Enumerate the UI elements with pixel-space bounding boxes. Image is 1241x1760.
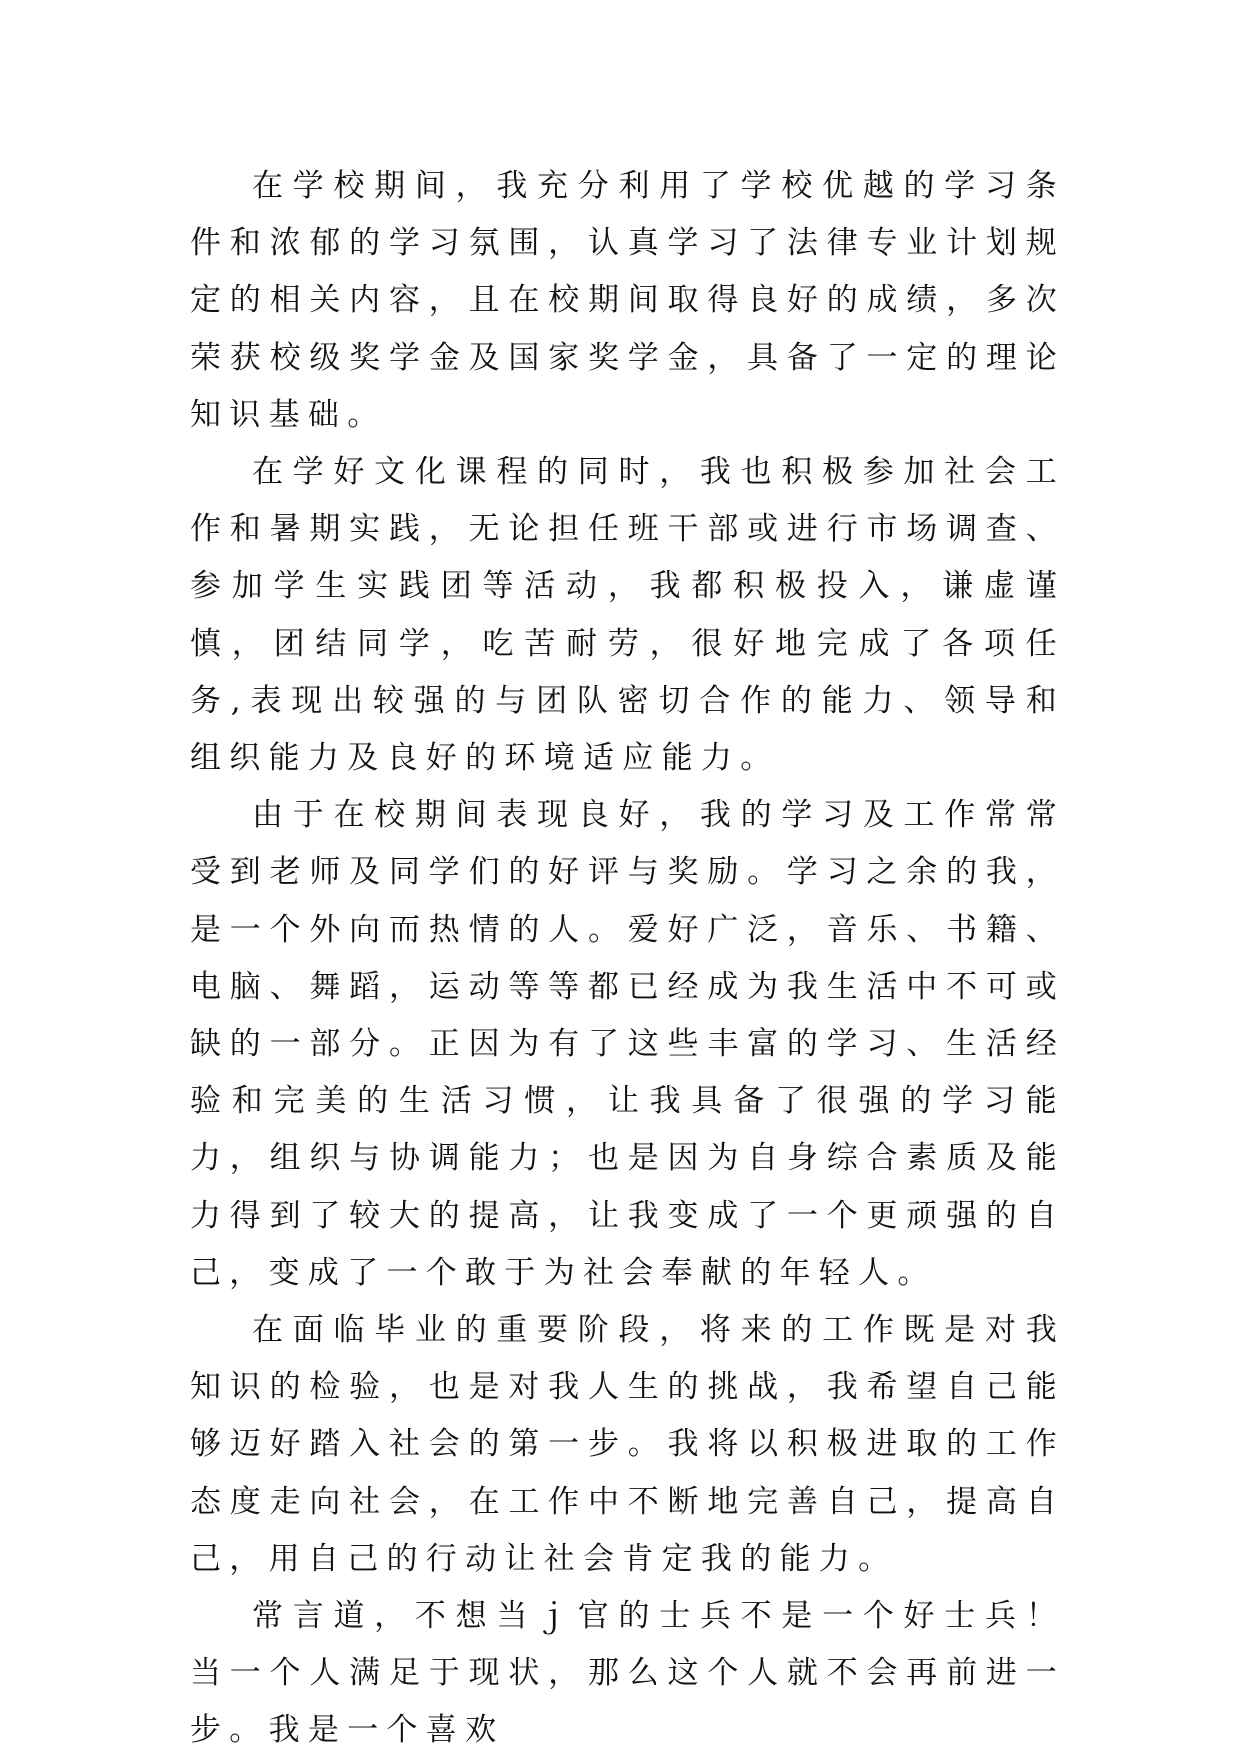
paragraph-study: 在学校期间，我充分利用了学校优越的学习条件和浓郁的学习氛围，认真学习了法律专业计划规定的相关内容，且在校期间取得良好的成绩，多次荣获校级奖学金及国家奖学金，具备了一定的理论知识基础。 — [190, 168, 1065, 433]
paragraph-hobbies: 由于在校期间表现良好，我的学习及工作常常受到老师及同学们的好评与奖励。学习之余的我，是一个外向而热情的人。爱好广泛，音乐、书籍、电脑、舞蹈，运动等等都已经成为我生活中不可或缺的一部分。正因为有了这些丰富的学习、生活经验和完美的生活习惯，让我具备了很强的学习能力，组织与协调能力；也是因为自身综合素质及能力得到了较大的提高，让我变成了一个更顽强的自己，变成了一个敢于为社会奉献的年轻人。 — [190, 797, 1065, 1291]
paragraph-activities: 在学好文化课程的同时，我也积极参加社会工作和暑期实践，无论担任班干部或进行市场调查、参加学生实践团等活动，我都积极投入，谦虚谨慎，团结同学，吃苦耐劳，很好地完成了各项任务,表现出较强的与团队密切合作的能力、领导和组织能力及良好的环境适应能力。 — [190, 454, 1065, 777]
paragraph-saying: 常言道，不想当ｊ官的士兵不是一个好士兵！当一个人满足于现状，那么这个人就不会再前进一步。我是一个喜欢 — [190, 1598, 1065, 1749]
document-body — [190, 158, 1065, 1760]
paragraph-graduation: 在面临毕业的重要阶段，将来的工作既是对我知识的检验，也是对我人生的挑战，我希望自己能够迈好踏入社会的第一步。我将以积极进取的工作态度走向社会，在工作中不断地完善自己，提高自己，用自己的行动让社会肯定我的能力。 — [190, 1312, 1065, 1577]
